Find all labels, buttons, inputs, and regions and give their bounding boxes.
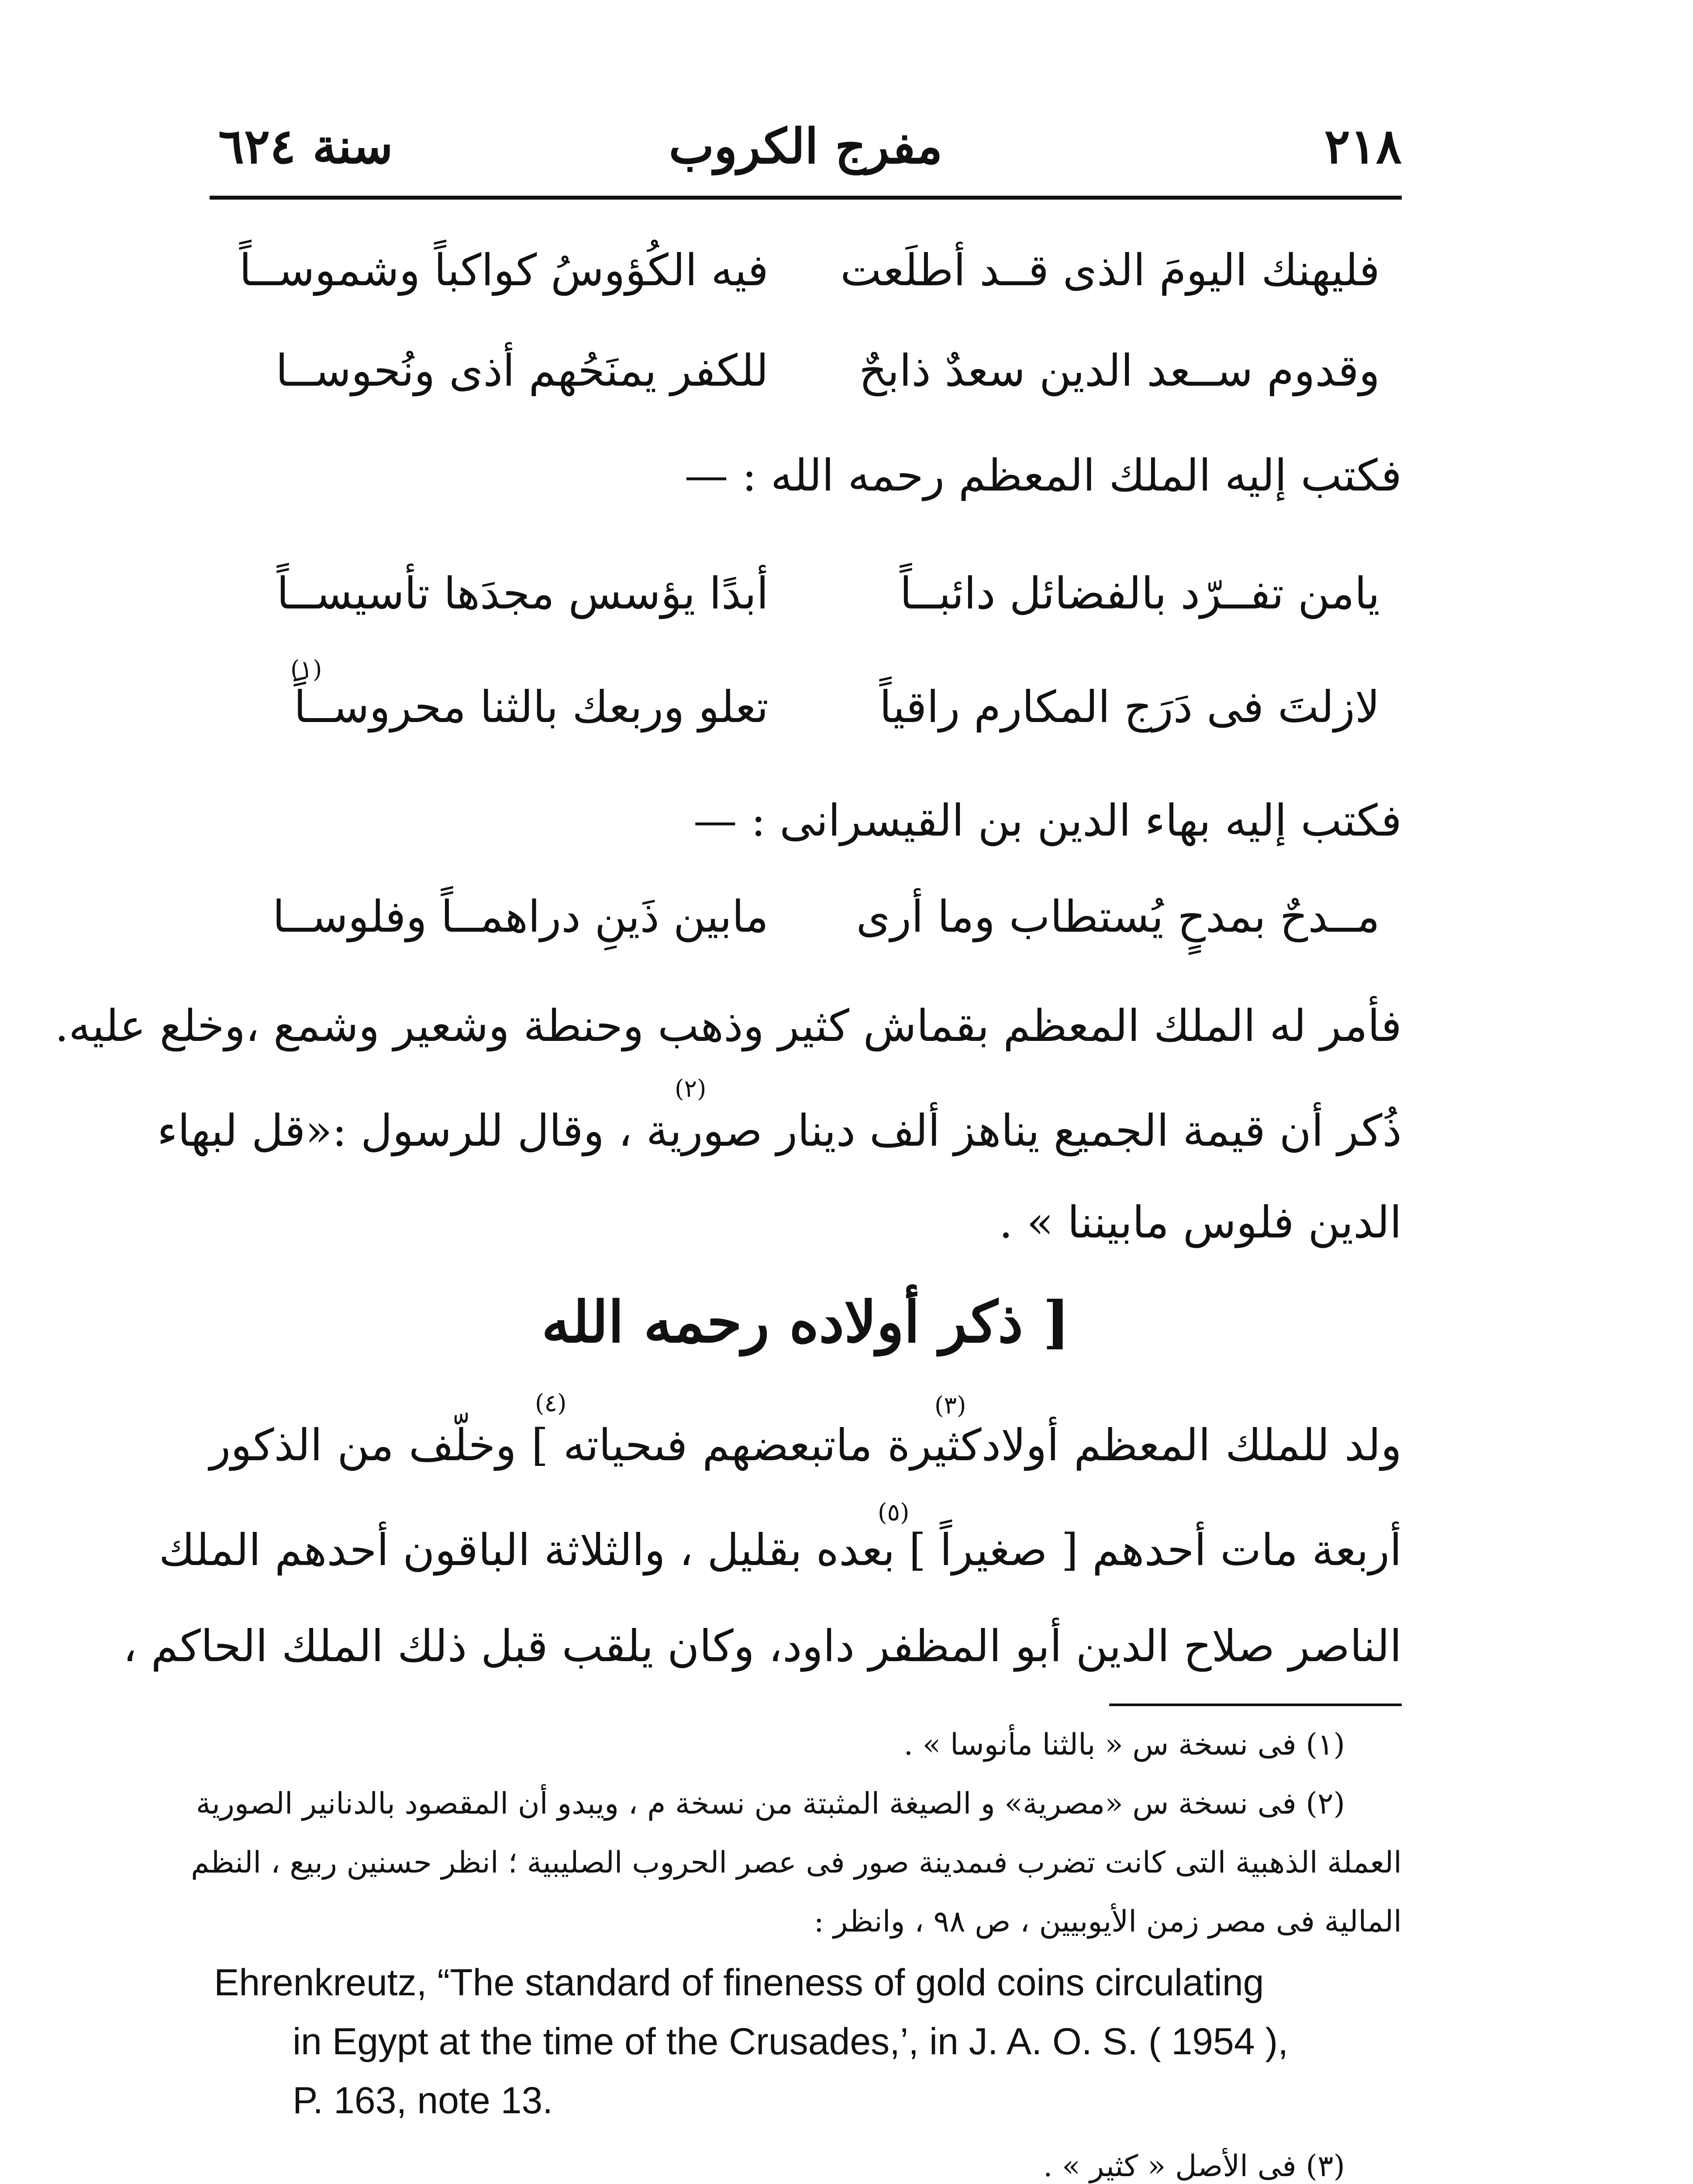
prose-line: فكتب إليه بهاء الدين بن القيسرانى : —	[693, 795, 1402, 846]
prose-line: ذُكر أن قيمة الجميع يناهز ألف دينار صورية ، وقال للرسول :«قل لبهاء	[157, 1105, 1402, 1156]
footnote: (٢) فى نسخة س «مصرية» و الصيغة المثبتة من نسخة م ، ويبدو أن المقصود بالدنانير الصورية	[196, 1787, 1345, 1821]
verse-second-hemistich: مابين ذَينِ دراهمــاً وفلوســا	[272, 891, 769, 942]
footnote-continuation: العملة الذهبية التى كانت تضرب فىمدينة صور فى عصر الحروب الصليبية ؛ انظر حسنين ربيع ، النظم	[191, 1845, 1402, 1880]
footnote-reference: (٤)	[535, 1389, 567, 1417]
header-book-title: مفرج الكروب	[669, 118, 943, 174]
header-rule	[210, 196, 1402, 200]
footnote-reference: (٣)	[934, 1391, 966, 1419]
verse-line	[245, 891, 1380, 974]
verse-first-hemistich: يامن تفــرّد بالفضائل دائبــاً	[900, 568, 1380, 619]
footnote-reference: (٢)	[675, 1075, 707, 1102]
verse-line	[245, 681, 1380, 764]
footnote-rule	[1109, 1704, 1402, 1706]
footnote-reference: (٥)	[878, 1498, 910, 1526]
english-citation-line: Ehrenkreutz, “The standard of fineness of gold coins circulating	[214, 1962, 1264, 2004]
verse-first-hemistich: مــدحٌ بمدحٍ يُستطاب وما أرى	[856, 891, 1380, 942]
header-year: سنة ٦٢٤	[218, 118, 393, 174]
verse-first-hemistich: وقدوم ســعد الدين سعدٌ ذابحٌ	[859, 345, 1380, 396]
verse-first-hemistich: فليهنك اليومَ الذى قــد أطلَعت	[840, 245, 1380, 296]
footnote: (١) فى نسخة س « بالثنا مأنوسا » .	[903, 1728, 1345, 1762]
prose-line: ولد للملك المعظم أولادكثيرة ماتبعضهم فىحياته ] وخلّف من الذكور	[210, 1420, 1402, 1471]
verse-second-hemistich: تعلو وربعك بالثنا محروســاً	[293, 681, 769, 733]
verse-line	[239, 245, 1380, 328]
verse-second-hemistich: للكفر يمنَحُهم أذى ونُحوســا	[276, 345, 769, 396]
verse-second-hemistich: أبدًا يؤسس مجدَها تأسيســاً	[276, 568, 769, 619]
verse-line	[245, 568, 1380, 651]
prose-line: أربعة مات أحدهم [ صغيراً ] بعده بقليل ، والثلاثة الباقون أحدهم الملك	[159, 1524, 1402, 1576]
section-heading: [ ذكر أولاده رحمه الله	[541, 1289, 1070, 1355]
footnote-continuation: المالية فى مصر زمن الأيوبيين ، ص ٩٨ ، وانظر :	[814, 1904, 1402, 1939]
english-citation-line: P. 163, note 13.	[293, 2080, 553, 2122]
prose-line: الدين فلوس مابيننا » .	[999, 1197, 1402, 1248]
verse-second-hemistich: فيه الكُؤوسُ كواكباً وشموســاً	[239, 245, 769, 296]
page-number: ٢١٨	[1324, 118, 1402, 174]
footnote-reference: (١)	[290, 655, 322, 683]
running-header	[210, 109, 1402, 197]
footnote: (٣) فى الأصل « كثير » .	[1043, 2149, 1345, 2184]
verse-first-hemistich: لازلتَ فى دَرَج المكارم راقياً	[879, 681, 1380, 733]
prose-line: فأمر له الملك المعظم بقماش كثير وذهب وحنطة وشعير وشمع ،وخلع عليه.	[55, 1000, 1402, 1051]
english-citation-line: in Egypt at the time of the Crusades,’, in J. A. O. S. ( 1954 ),	[293, 2021, 1289, 2063]
prose-line: فكتب إليه الملك المعظم رحمه الله : —	[684, 450, 1402, 501]
prose-line: الناصر صلاح الدين أبو المظفر داود، وكان يلقب قبل ذلك الملك الحاكم ،	[123, 1621, 1402, 1672]
verse-line	[245, 345, 1380, 428]
